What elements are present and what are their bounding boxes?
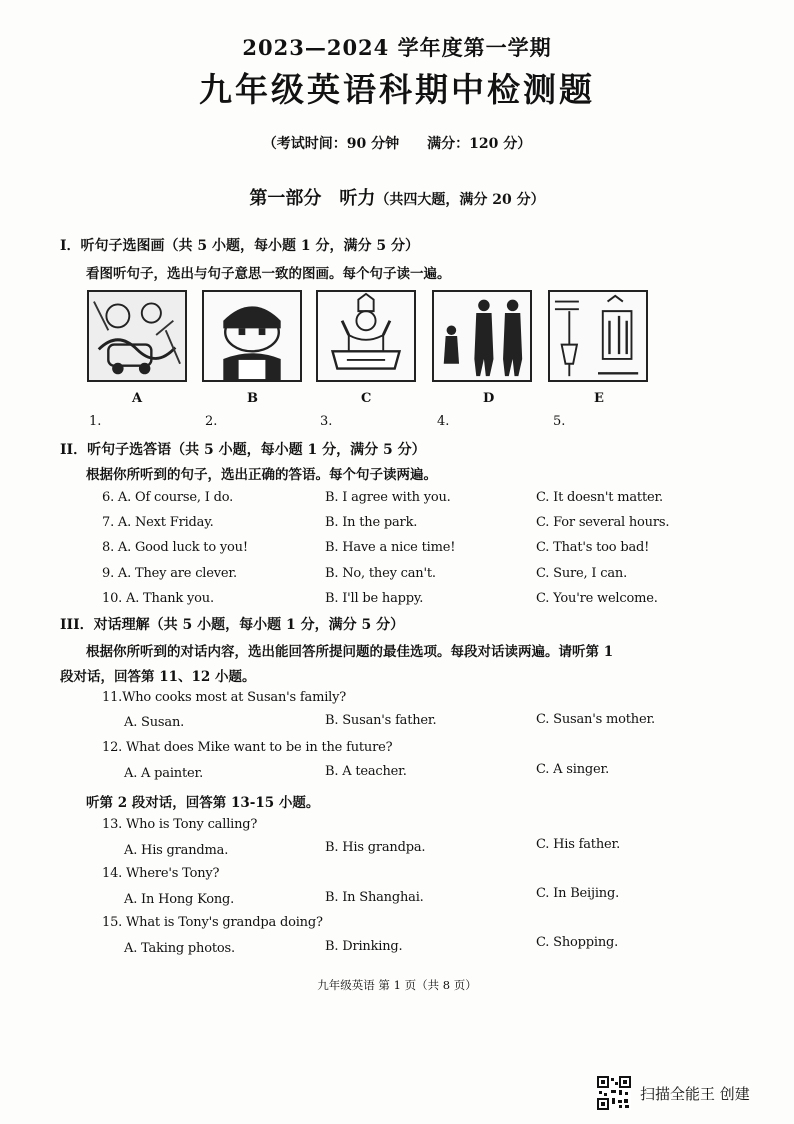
q6-option-c: C. It doesn't matter. <box>536 490 663 505</box>
answer-number-4: 4. <box>437 414 450 429</box>
answer-number-2: 2. <box>205 414 218 429</box>
q15-option-c: C. Shopping. <box>536 935 619 950</box>
science-apparatus-icon <box>550 292 646 380</box>
qr-code-icon <box>597 1076 631 1110</box>
q9-option-a: 9. A. They are clever. <box>102 566 237 581</box>
cartoon-scene-icon <box>89 292 185 380</box>
q8-option-a: 8. A. Good luck to you! <box>102 540 248 555</box>
section-1-instruction: 看图听句子，选出与句子意思一致的图画。每个句子读一遍。 <box>86 266 451 282</box>
q9-option-c: C. Sure, I can. <box>536 566 628 581</box>
q15-option-b: B. Drinking. <box>325 939 403 954</box>
part-title-label: 第一部分 听力 <box>249 188 376 209</box>
picture-label-d: D <box>483 391 495 406</box>
q10-option-b: B. I'll be happy. <box>325 591 424 606</box>
section-3-heading: III．对话理解（共 5 小题，每小题 1 分，满分 5 分） <box>60 617 405 633</box>
dialog-2-intro: 听第 2 段对话，回答第 13-15 小题。 <box>86 795 320 811</box>
terracotta-warriors-icon <box>434 292 530 380</box>
picture-b <box>202 290 302 382</box>
q15-option-a: A. Taking photos. <box>124 941 235 956</box>
section-2-instruction: 根据你所听到的句子，选出正确的答语。每个句子读两遍。 <box>86 467 437 483</box>
q12-option-a: A. A painter. <box>124 766 204 781</box>
answer-number-5: 5. <box>553 414 566 429</box>
section-3-instruction-line-2: 段对话，回答第 11、12 小题。 <box>60 669 256 685</box>
q13-option-b: B. His grandpa. <box>325 840 426 855</box>
picture-d <box>432 290 532 382</box>
q7-option-a: 7. A. Next Friday. <box>102 515 214 530</box>
q13-option-a: A. His grandma. <box>124 843 229 858</box>
picture-label-e: E <box>594 391 604 406</box>
exam-year: 2023—2024 学年度第一学期 <box>242 35 552 60</box>
q12-option-c: C. A singer. <box>536 762 610 777</box>
section-3-instruction-line-1: 根据你所听到的对话内容，选出能回答所提问题的最佳选项。每段对话读两遍。请听第 1 <box>86 644 614 660</box>
q14-option-b: B. In Shanghai. <box>325 890 424 905</box>
q10-option-a: 10. A. Thank you. <box>102 591 214 606</box>
answer-number-3: 3. <box>320 414 333 429</box>
q11-option-a: A. Susan. <box>124 715 185 730</box>
section-1-heading: I．听句子选图画（共 5 小题，每小题 1 分，满分 5 分） <box>60 238 420 254</box>
page-footer: 九年级英语 第 1 页（共 8 页） <box>317 978 477 992</box>
q13-question: 13. Who is Tony calling? <box>102 817 258 832</box>
picture-e <box>548 290 648 382</box>
watermark-text: 扫描全能王 创建 <box>640 1085 750 1103</box>
character-banner-icon <box>318 292 414 380</box>
q12-question: 12. What does Mike want to be in the future? <box>102 740 393 755</box>
picture-label-b: B <box>247 391 258 406</box>
answer-number-1: 1. <box>89 414 102 429</box>
picture-a <box>87 290 187 382</box>
q15-question: 15. What is Tony's grandpa doing? <box>102 915 323 930</box>
q13-option-c: C. His father. <box>536 837 621 852</box>
q14-question: 14. Where's Tony? <box>102 866 220 881</box>
exam-title: 九年级英语科期中检测题 <box>199 70 595 109</box>
q8-option-c: C. That's too bad! <box>536 540 650 555</box>
picture-label-c: C <box>361 391 372 406</box>
q11-option-b: B. Susan's father. <box>325 713 437 728</box>
boy-face-icon <box>204 292 300 380</box>
part-title-note: （共四大题，满分 20 分） <box>375 192 545 208</box>
q9-option-b: B. No, they can't. <box>325 566 436 581</box>
q6-option-a: 6. A. Of course, I do. <box>102 490 234 505</box>
part-title <box>0 184 794 210</box>
q6-option-b: B. I agree with you. <box>325 490 451 505</box>
q10-option-c: C. You're welcome. <box>536 591 658 606</box>
q7-option-c: C. For several hours. <box>536 515 670 530</box>
section-2-heading: II．听句子选答语（共 5 小题，每小题 1 分，满分 5 分） <box>60 442 426 458</box>
q14-option-a: A. In Hong Kong. <box>124 892 235 907</box>
q14-option-c: C. In Beijing. <box>536 886 620 901</box>
q8-option-b: B. Have a nice time! <box>325 540 456 555</box>
q7-option-b: B. In the park. <box>325 515 418 530</box>
q11-question: 11.Who cooks most at Susan's family? <box>102 690 347 705</box>
picture-label-a: A <box>132 391 143 406</box>
q11-option-c: C. Susan's mother. <box>536 712 655 727</box>
picture-c <box>316 290 416 382</box>
q12-option-b: B. A teacher. <box>325 764 407 779</box>
exam-info: （考试时间：90 分钟 满分：120 分） <box>262 136 532 152</box>
